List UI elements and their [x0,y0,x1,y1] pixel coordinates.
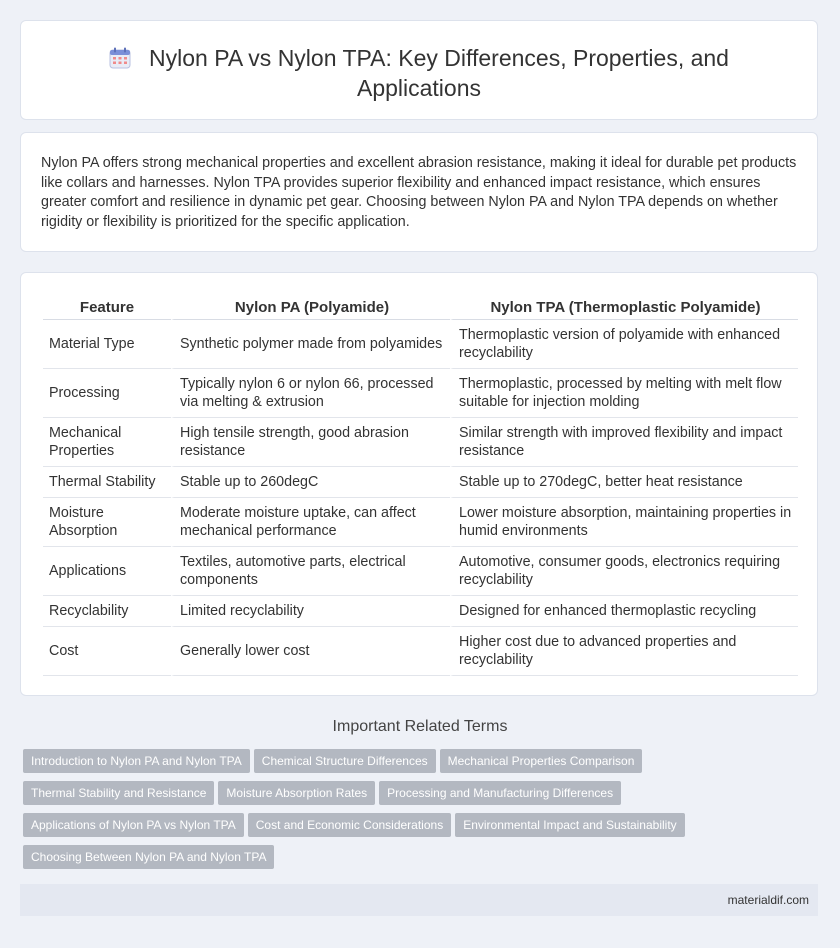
row-nylon-tpa: Designed for enhanced thermoplastic recycling [450,596,798,627]
row-nylon-pa: High tensile strength, good abrasion resistance [171,418,450,467]
row-feature: Thermal Stability [43,467,171,498]
row-nylon-tpa: Thermoplastic, processed by melting with melt flow suitable for injection molding [450,369,798,418]
related-term-tag[interactable]: Choosing Between Nylon PA and Nylon TPA [23,845,274,869]
row-feature: Applications [43,547,171,596]
row-feature: Recyclability [43,596,171,627]
table-header-row [43,295,798,320]
comparison-table [43,295,798,676]
header-nylon-tpa: Nylon TPA (Thermoplastic Polyamide) [450,295,798,320]
related-term-tag[interactable]: Moisture Absorption Rates [218,781,375,805]
footer [20,884,818,916]
row-nylon-tpa: Lower moisture absorption, maintaining properties in humid environments [450,498,798,547]
related-term-tag[interactable]: Introduction to Nylon PA and Nylon TPA [23,749,250,773]
related-terms-list [23,749,823,877]
row-feature: Moisture Absorption [43,498,171,547]
intro-text: Nylon PA offers strong mechanical properties and excellent abrasion resistance, making it ideal for durable pet products like collars and harnesses. Nylon TPA provides superior flexibility and enhanced impact resistance, which ensures greater comfort and resilience in dynamic pet gear. Choosing between Nylon PA and Nylon TPA depends on whether rigidity or flexibility is prioritized for the specific application. [41,155,797,230]
table-row [43,627,798,676]
row-nylon-tpa: Automotive, consumer goods, electronics requiring recyclability [450,547,798,596]
row-feature: Cost [43,627,171,676]
related-term-tag[interactable]: Cost and Economic Considerations [248,813,451,837]
page-title [21,43,817,103]
header-nylon-pa: Nylon PA (Polyamide) [171,295,450,320]
title-line-2: Applications [356,75,482,101]
row-nylon-tpa: Higher cost due to advanced properties and recyclability [450,627,798,676]
row-nylon-tpa: Stable up to 270degC, better heat resistance [450,467,798,498]
table-row [43,467,798,498]
related-term-tag[interactable]: Thermal Stability and Resistance [23,781,214,805]
table-row [43,418,798,467]
title-line-1: Nylon PA vs Nylon TPA: Key Differences, Properties, and [149,45,729,71]
row-nylon-pa: Synthetic polymer made from polyamides [171,320,450,369]
row-nylon-tpa: Similar strength with improved flexibility and impact resistance [450,418,798,467]
related-term-tag[interactable]: Chemical Structure Differences [254,749,436,773]
row-nylon-pa: Limited recyclability [171,596,450,627]
row-feature: Material Type [43,320,171,369]
row-feature: Mechanical Properties [43,418,171,467]
comparison-card [20,272,818,696]
row-nylon-tpa: Thermoplastic version of polyamide with enhanced recyclability [450,320,798,369]
row-nylon-pa: Textiles, automotive parts, electrical components [171,547,450,596]
title-card [20,20,818,120]
related-term-tag[interactable]: Environmental Impact and Sustainability [455,813,684,837]
row-nylon-pa: Generally lower cost [171,627,450,676]
related-term-tag[interactable]: Applications of Nylon PA vs Nylon TPA [23,813,244,837]
header-feature: Feature [43,295,171,320]
calendar-icon [109,46,131,68]
table-row [43,547,798,596]
row-feature: Processing [43,369,171,418]
intro-card [20,132,818,252]
table-row [43,320,798,369]
row-nylon-pa: Moderate moisture uptake, can affect mechanical performance [171,498,450,547]
related-term-tag[interactable]: Mechanical Properties Comparison [440,749,643,773]
footer-site-link[interactable]: materialdif.com [727,893,809,907]
related-term-tag[interactable]: Processing and Manufacturing Differences [379,781,621,805]
table-row [43,596,798,627]
row-nylon-pa: Typically nylon 6 or nylon 66, processed via melting & extrusion [171,369,450,418]
table-row [43,369,798,418]
row-nylon-pa: Stable up to 260degC [171,467,450,498]
table-row [43,498,798,547]
related-terms-heading: Important Related Terms [332,718,508,735]
